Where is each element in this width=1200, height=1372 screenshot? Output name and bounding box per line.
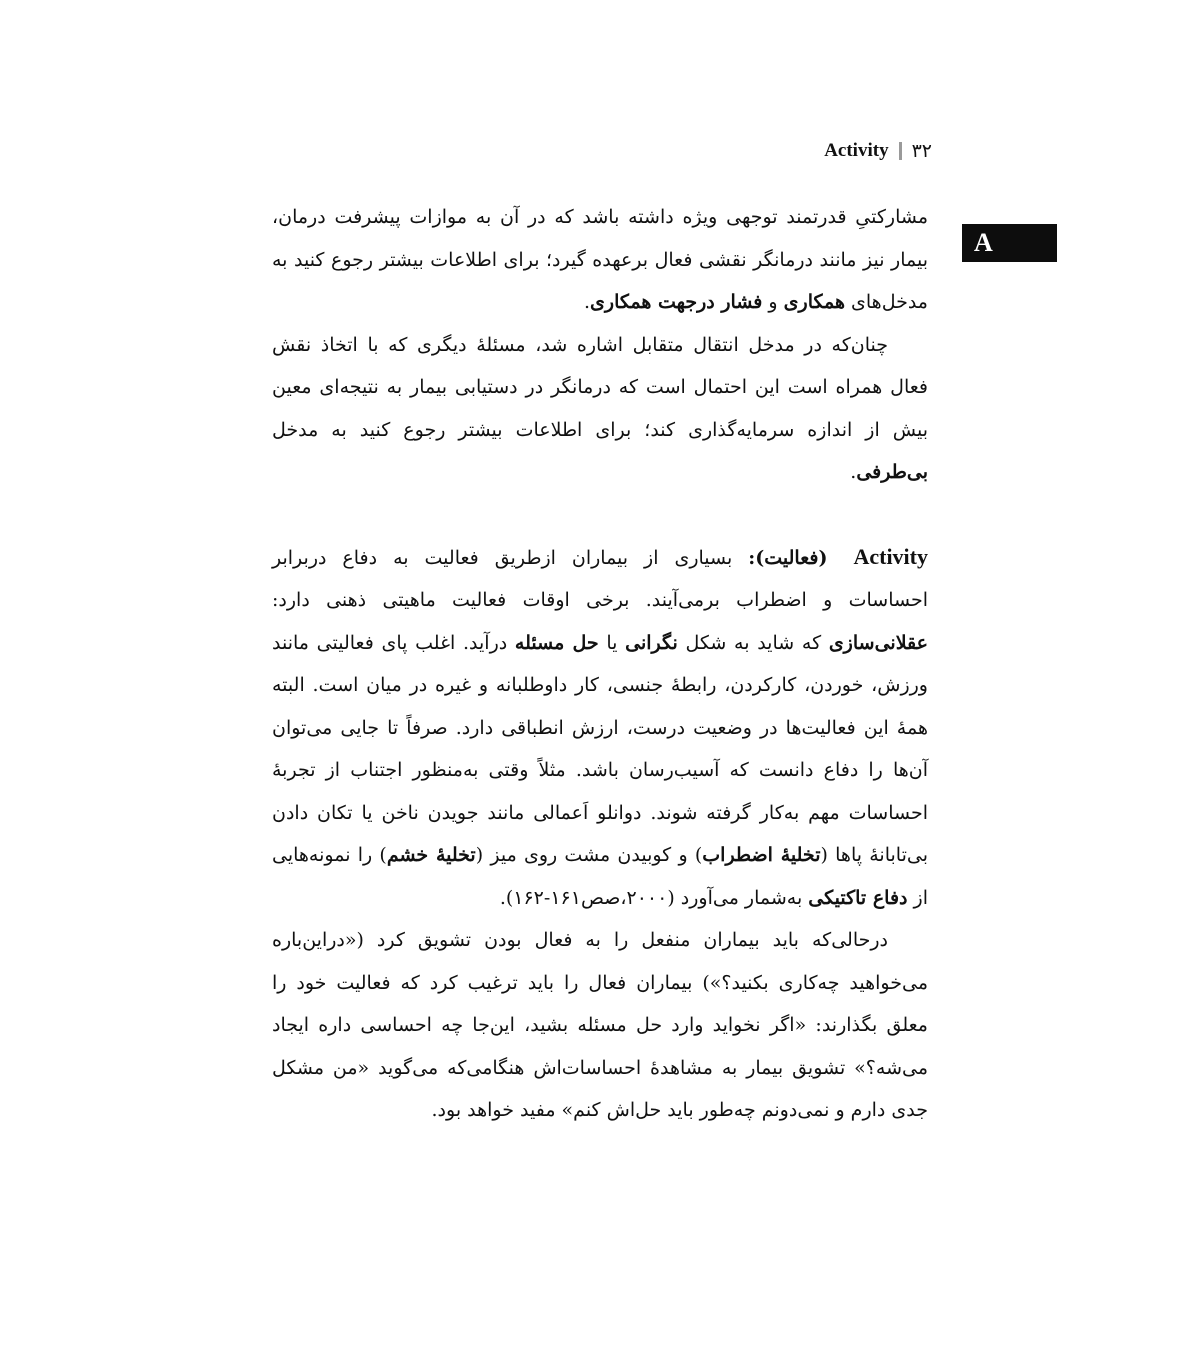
text-run: و [762,291,784,313]
cross-reference: بی‌طرفی [856,461,928,483]
thumb-index-letter: A [974,228,993,257]
text-run: . [583,291,591,313]
paragraph [272,919,928,1132]
text-run: درآید. اغلب پای فعالیتی مانند ورزش، خوردن، کارکردن، رابطهٔ جنسی، کار داوطلبانه و غیره در میان است. البته همهٔ این فعالیت‌ها در وضعیت درست، ارزش انطباقی دارد. صرفاً تا جایی می‌توان آن‌ها را دفاع دانست که آسیب‌رسان باشد. مثلاً وقتی به‌منظور اجتناب از تجربهٔ احساسات مهم به‌کار گرفته شوند. دوانلو اَعمالی مانند جویدن ناخن یا تکان دادن بی‌تابانهٔ پاها ( [272,631,928,866]
text-run: مشارکتیِ قدرتمند توجهی ویژه داشته باشد که در آن به موازات پیشرفت درمان، بیمار نیز مانند درمانگر نقشی فعال برعهده گیرد؛ برای اطلاعات بیشتر رجوع کنید به مدخل‌های [272,206,928,313]
text-run: بسیاری از بیماران ازطریق فعالیت به دفاع دربرابر احساسات و اضطراب برمی‌آیند. برخی اوقات فعالیت ماهیتی ذهنی دارد: [272,546,928,611]
running-head-divider [899,142,902,160]
cross-reference: تخلیهٔ خشم [386,844,476,866]
running-head [700,136,932,166]
cross-reference: عقلانی‌سازی [828,631,928,654]
text-run: یا [598,631,626,654]
text-run: به‌شمار می‌آورد (۲۰۰۰،صص۱۶۱-۱۶۲). [499,886,809,909]
running-head-word: Activity [824,140,889,161]
paragraph-continuation [272,196,928,324]
text-run: که شاید به شکل [677,631,829,654]
text-run: چنان‌که در مدخل انتقال متقابل اشاره شد، مسئلهٔ دیگری که با اتخاذ نقش فعال همراه است این احتمال است که درمانگر در دستیابی بیمار به نتیجه‌ای معین بیش از اندازه سرمایه‌گذاری کند؛ برای اطلاعات بیشتر رجوع کنید به مدخل [272,333,928,441]
cross-reference: حل مسئله [514,631,599,654]
text-run: ) و کوبیدن مشت روی میز ( [475,844,703,866]
page-number: ۳۲ [911,140,932,162]
dictionary-entry [272,536,928,920]
cross-reference: تخلیهٔ اضطراب [702,844,821,866]
cross-reference: فشار درجهت همکاری [590,291,763,313]
thumb-index-tab [962,224,1057,262]
entry-gloss: (فعالیت): [748,546,828,569]
text-run: ) را نمونه‌هایی از [272,844,928,909]
text-run: درحالی‌که باید بیماران منفعل را به فعال بودن تشویق کرد («دراین‌باره می‌خواهید چه‌کاری بکنید؟») بیماران فعال را باید ترغیب کرد که فعالیت خود را معلق بگذارند: «اگر نخواید وارد حل مسئله بشید، این‌جا چه احساسی داره ایجاد می‌شه؟» تشویق بیمار به مشاهدهٔ احساسات‌اش هنگامی‌که می‌گوید «من مشکل جدی دارم و نمی‌دونم چه‌طور باید حل‌اش کنم» مفید خواهد بود. [272,929,928,1121]
text-run: . [850,461,857,483]
cross-reference: همکاری [783,291,845,313]
cross-reference: دفاع تاکتیکی [808,886,908,909]
paragraph [272,324,928,494]
body-text [272,196,928,1132]
cross-reference: نگرانی [625,631,678,654]
entry-term: Activity [853,543,928,569]
